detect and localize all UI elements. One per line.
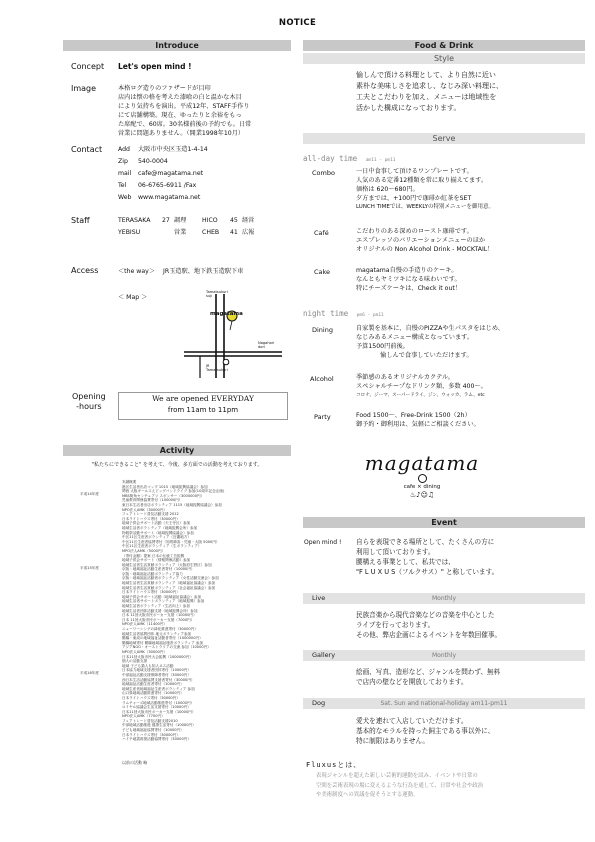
allday-hours: am11 - pm11 xyxy=(365,158,396,163)
activity-history-item: アジアNGO・オーストラリアの交流 参加（10000円） xyxy=(122,645,211,650)
year-label: 平成16年度 xyxy=(80,671,99,675)
fluxus-line: 表現ジャンルを超えた新しい芸術的運動を試み、イベントや日常の xyxy=(316,773,478,779)
menu-line: 御予約・御利用は、気軽にご相談ください。 xyxy=(356,421,480,428)
brand-icons: ♨♪☺♫ xyxy=(409,491,435,499)
activity-history-item: MBS街角センチュアリ スポンサー（3000000円） xyxy=(122,493,205,498)
openmind-line: 腰構える事業として、私共では、 xyxy=(356,558,455,566)
menu-item-cake-label: Cake xyxy=(314,268,331,276)
year-label: 平成14年度 xyxy=(80,492,99,496)
night-hours: pm6 - pm11 xyxy=(356,313,384,318)
openmind-line: 利用して頂いております。 xyxy=(356,548,435,556)
contact-key: Zip xyxy=(118,158,128,165)
allday-title xyxy=(303,154,396,166)
activity-history-item: 物販祭活動サポート（地域振興協議会）参加 xyxy=(122,530,194,535)
activity-history-item: 児童教育関係協賛寄付（100000円） xyxy=(122,498,183,503)
brand-logo-text: magatama xyxy=(364,451,480,475)
event-gallery-text xyxy=(356,667,500,687)
menu-item-cafe-text xyxy=(356,227,493,254)
staff-role: 経営 xyxy=(242,217,255,224)
activity-history-item: ニューワーシングの緑化推進寄付（30000円） xyxy=(122,627,198,631)
activity-header: Activity xyxy=(63,445,291,456)
food-drink-header: Food & Drink xyxy=(303,40,585,51)
menu-line: LUNCH TIMEでは、WEEKLYの特別メニューを御用意。 xyxy=(356,204,495,210)
event-line: 民族音楽から現代音楽などの音楽を中心とした xyxy=(356,611,495,619)
activity-history-item: 子ども地域福祉協賛寄付（10000円） xyxy=(122,728,184,733)
event-line: 基本的なモラルを持った飼主である事以外に、 xyxy=(356,727,495,735)
fluxus-line: や美術制度への異議を促そうとする運動。 xyxy=(316,792,419,798)
event-live-schedule: Monthly xyxy=(431,595,457,602)
menu-item-combo-text xyxy=(356,167,494,212)
contact-key: mail xyxy=(118,170,132,177)
activity-history-item: 地域子供会サポート活動（天王寺区）参加 xyxy=(122,521,191,526)
activity-history-item: NPO法人AMK（30000円） xyxy=(122,507,168,512)
menu-line: 自家製を基本に、自慢のPIZZAや生パスタをはじめ、 xyxy=(356,325,504,332)
activity-history-item: 日本11回大阪市民大会振興（1000000円） xyxy=(122,654,193,659)
night-title xyxy=(303,309,384,321)
address: 大阪市中央区玉造1-4-14 xyxy=(138,146,208,153)
brand-logo-mark xyxy=(418,474,427,483)
menu-item-party-label: Party xyxy=(314,413,331,421)
staff-row xyxy=(118,216,254,228)
event-dog-bar xyxy=(303,698,585,709)
activity-history-item: 京阪・地域福祉活動者ボランティア（女性活動交流会）参加 xyxy=(122,576,219,581)
staff-label: Staff xyxy=(71,216,90,225)
menu-line: 季節感のあるオリジナルカクテル。 xyxy=(356,374,454,381)
staff-name: HICO xyxy=(202,217,218,224)
menu-line: スペシャルチープなドリンク類、多数 400〜。 xyxy=(356,383,487,390)
openmind-line: 自らを表現できる場所として、たくさんの方に xyxy=(356,538,495,546)
menu-line: 特にチーズケーキは、Check it out！ xyxy=(356,285,461,292)
introduce-header: Introduce xyxy=(63,40,291,51)
event-line: その他、弊店企画によるイベントを年数回催事。 xyxy=(356,631,502,639)
activity-history-item: 関西 大阪ギールスえピッグバンドライブ 参加(10周年記念企画) xyxy=(122,489,225,494)
activity-history-item: 日本 11回大阪市民ボーカー支援（7000円） xyxy=(122,617,195,622)
contact-key: Web xyxy=(118,194,132,201)
access-way-tag: ＜the way＞ xyxy=(118,268,156,275)
style-subheader: Style xyxy=(303,53,585,64)
menu-line: 価格は 620〜680円。 xyxy=(356,186,419,193)
activity-history-item: 西日本生活活動協賛支援者寄付（30000円） xyxy=(122,677,195,682)
activity-history-item: 実績概要 xyxy=(122,480,137,484)
activity-history-item: 地域生活者生活貢献ボランティア（地域福祉協議会）参加 xyxy=(122,581,216,586)
activity-history-item: 日本11回大阪市民ボーカー支援（10000円） xyxy=(122,709,196,714)
access-map xyxy=(170,290,290,380)
opening-hours-label: Opening -hours xyxy=(72,392,106,411)
menu-item-dining-label: Dining xyxy=(312,326,333,334)
activity-history-item: 中区11区生産者ボランティア（生ボランティア） xyxy=(122,544,202,549)
staff-age: 27 xyxy=(162,217,170,224)
image-line: 営業に問題ありません。（開業1998年10月） xyxy=(118,130,245,137)
staff-role: 調理 xyxy=(174,217,187,224)
activity-history-item: 個人の活動支援 xyxy=(122,659,148,664)
menu-line: 人気のある定番12種類を常に取り揃えてます。 xyxy=(356,177,488,184)
activity-history-item: NPO法人AMK（11400円） xyxy=(122,622,168,627)
activity-history-item: 港区生活者出店マップ 1015（地域振興協議会）参加 xyxy=(122,484,208,489)
staff-name: TERASAKA xyxy=(118,217,151,224)
image-line: 本格ログ造りのファザードが目印 xyxy=(118,85,211,92)
fluxus-text xyxy=(316,772,483,801)
activity-history xyxy=(122,480,224,742)
activity-history-item: 京阪・地域福祉活動生産者寄付（10000円） xyxy=(122,567,195,572)
image-line: 店内は懐の格を考えた漆喰の白と温かな木目 xyxy=(118,94,242,101)
map-label-road-top: Tamatsukuri suji xyxy=(206,290,228,299)
event-gallery-label: Gallery xyxy=(312,651,336,659)
menu-item-alcohol-label: Alcohol xyxy=(310,375,334,383)
openmind-text xyxy=(356,537,498,577)
staff-age: 41 xyxy=(230,229,238,236)
menu-line: 予算1500円前後。 xyxy=(356,343,409,350)
email-link[interactable]: cafe@magatama.net xyxy=(138,170,204,177)
map-label-road-right: Nagahori dori xyxy=(258,341,275,350)
event-dog-schedule: Sat. Sun and national-holiday am11-pm11 xyxy=(380,700,508,707)
activity-history-item: ラムチャーズ地域活動推進寄付（10000円） xyxy=(122,700,195,705)
event-live-label: Live xyxy=(312,594,326,602)
staff-role: 広報 xyxy=(242,229,255,236)
menu-line: 一日中食事して頂けるワンプレートです。 xyxy=(356,168,473,175)
event-line: 愛犬を連れて入店していただけます。 xyxy=(356,717,468,725)
activity-history-item: 地域生産者地域福祉生産者ボランティア 参加 xyxy=(122,686,195,691)
map-label-station: JR Tamatsukuri xyxy=(206,364,228,373)
activity-history-item: 地域子供会サポート活動（地域福祉協議会）参加 xyxy=(122,594,202,599)
activity-footer: 以前の活動 略 xyxy=(122,760,148,765)
menu-item-combo-label: Combo xyxy=(312,169,335,177)
activity-history-item: 地域福祉活動生産者寄付（10000円） xyxy=(122,682,184,687)
menu-line: Food 1500〜、Free-Drink 1500（2h） xyxy=(356,412,471,419)
concept-value: Let's open mind ! xyxy=(118,62,192,71)
activity-history-item: 地域生活者サポートボランティア（地域振興）参加 xyxy=(122,599,205,604)
menu-line: こだわりのある深めのロースト珈琲です。 xyxy=(356,228,473,235)
map-label-shop: magatama xyxy=(210,311,243,317)
night-title-text: night time xyxy=(303,309,349,318)
openmind-line: "F L U X U S（フルクサス）" と称しています。 xyxy=(356,568,499,576)
staff-name: YEBISU xyxy=(118,229,141,236)
menu-item-party-text xyxy=(356,411,480,429)
allday-title-text: all-day time xyxy=(303,154,358,163)
menu-line: 愉しんで食事していただけます。 xyxy=(374,352,473,359)
image-label: Image xyxy=(71,84,97,93)
image-text xyxy=(118,84,251,138)
opening-line-1: We are opened EVERYDAY xyxy=(152,394,254,403)
opening-line-2: from 11am to 11pm xyxy=(167,406,239,414)
staff-age: 45 xyxy=(230,217,238,224)
menu-line: オリジナルの Non Alcohol Drink - MOCKTAIL！ xyxy=(356,246,494,253)
activity-history-item: ロイヤル協議会生活支援寄付（10000円） xyxy=(122,705,191,710)
staff-role: 営業 xyxy=(174,229,187,236)
activity-history-item: 鶴橋・東成の地域福祉活動者寄付（1000000円） xyxy=(122,636,203,641)
event-header: Event xyxy=(303,517,585,528)
brand-sub: cafe × dining xyxy=(403,484,441,490)
serve-subheader: Serve xyxy=(303,133,585,144)
contact-key: Add xyxy=(118,146,130,153)
activity-history-item: 日本協力地域支援者団体寄付（10000円） xyxy=(122,668,191,673)
menu-line: なんともヤミツキになる味わいです。 xyxy=(356,276,461,283)
menu-item-alcohol-text xyxy=(356,373,487,400)
activity-history-item: 京阪・地域福祉活動ボランティア協力 xyxy=(122,571,183,576)
website-link[interactable]: www.magatama.net xyxy=(138,194,201,201)
menu-line: 夕方までは、+100円で珈琲か紅茶をSET xyxy=(356,195,472,202)
activity-history-item: 地域生活者ボランティア（地域振興会所）参加 xyxy=(122,525,198,530)
activity-history-item: 中区11区生産者ボランティア（近畿地方） xyxy=(122,535,191,540)
zip-code: 540-0004 xyxy=(138,158,168,165)
activity-history-item: フェアトレード普及活動支援 2012 xyxy=(122,512,179,517)
image-line: により気持ちを演出。平成12年、STAFF手作り xyxy=(118,103,250,110)
fluxus-label: Fluxusとは、 xyxy=(306,761,362,769)
phone-number: 06-6765-6911 /Fax xyxy=(138,182,197,189)
activity-history-item: ハイチ地震救援活動協賛寄付（30000円） xyxy=(122,737,191,742)
activity-history-item: MPO法人AMK（5000円） xyxy=(122,548,166,553)
event-line: 特に制限はありません。 xyxy=(356,737,429,745)
activity-history-item: 地域生活者団体活動支援（地域振興会所）参加 xyxy=(122,608,198,613)
activity-history-item: 日本 11回大阪市民ボーカー支援（10000円） xyxy=(122,613,197,618)
year-label: 平成15年度 xyxy=(80,566,99,570)
event-gallery-bar xyxy=(303,650,585,661)
activity-history-item: 地域生活者協賛団体 地元ボランティア参加 xyxy=(122,631,192,636)
staff-name: CHEB xyxy=(202,229,220,236)
activity-history-item: 日本ライトハウス寄付（30000円） xyxy=(122,695,180,700)
activity-history-item: 地域生活者生活貢献ボランティア（大阪府生野区）参加 xyxy=(122,562,212,567)
access-way: JR玉造駅、地下鉄玉造駅下車 xyxy=(163,268,244,275)
menu-line: magatama自慢の手造りのケーキ。 xyxy=(356,267,458,274)
activity-history-item: フェアトレード普及活動支援2010 xyxy=(122,718,178,723)
activity-history-item: 日本ライトハウス寄付（30000円） xyxy=(122,732,180,737)
event-dog-label: Dog xyxy=(312,699,326,707)
style-text xyxy=(356,70,503,114)
event-gallery-schedule: Monthly xyxy=(431,652,457,659)
style-line: 工夫とこだわりを加え、メニューは地域性を xyxy=(356,93,497,101)
map-tag: ＜ Map ＞ xyxy=(118,294,148,301)
activity-history-item: 日本ライトハウス寄付（30000円） xyxy=(122,590,180,595)
opening-hours-box xyxy=(118,392,288,420)
activity-history-item: 日本ライトハウス寄付（30000円） xyxy=(122,516,180,521)
concept-label: Concept xyxy=(71,62,105,71)
contact-key: Tel xyxy=(118,182,127,189)
menu-line: エスプレッソのバリエーションメニューのほか xyxy=(356,237,486,244)
activity-history-item: （寄付金額）提案 日本の伝統工芸振興 xyxy=(122,553,185,558)
contact-label: Contact xyxy=(71,145,103,154)
menu-item-cake-text xyxy=(356,266,461,293)
staff-row xyxy=(118,228,254,240)
contact-table xyxy=(118,145,208,205)
image-line: にて店舗構築。現在、ゆったりと余裕をもっ xyxy=(118,112,242,119)
event-line: で店内の壁などを開放しております。 xyxy=(356,678,468,686)
event-line: ライブを行っております。 xyxy=(356,621,435,629)
activity-lead: "私たちにできること" を考えて、今後、多方面での活動を考えております。 xyxy=(91,462,263,468)
staff-table xyxy=(118,216,254,240)
activity-history-item: 中部地域活動推進 健康生活寄付（10000円） xyxy=(122,723,196,728)
page-title: NOTICE xyxy=(278,18,317,28)
activity-history-item: 中区11区生産者協賛寄付（知的障害・児童・大阪 5000円） xyxy=(122,539,220,544)
fluxus-line: 空間を芸術表現の場に変えるような行為を通して、日常や社会や政治 xyxy=(316,782,484,789)
style-line: 愉しんで頂ける料理として、より自然に近い xyxy=(356,71,496,79)
activity-history-item: 鶴橋地域寄付 鶴橋地域福祉施設ボランティア 参加 xyxy=(122,640,204,645)
activity-history-item: 地域 子ども猫人も知人ネス活動 xyxy=(122,663,174,668)
menu-item-dining-text xyxy=(356,324,504,360)
menu-line: なじみあるメニュー構成となっています。 xyxy=(356,334,474,341)
access-label: Access xyxy=(71,266,99,275)
style-line: 活かした構成になっております。 xyxy=(356,104,461,112)
openmind-label: Open mind ! xyxy=(304,539,342,546)
menu-item-cafe-label: Café xyxy=(314,229,329,237)
activity-history-item: 地域生活者ボランティア（生活向上）参加 xyxy=(122,604,190,609)
activity-history-item: 東日本生活者出店ボランティア 1115（地域振興協議会）参加 xyxy=(122,502,222,507)
event-line: 絵画、写真、造形など、ジャンルを問わず、無料 xyxy=(356,668,501,676)
activity-history-item: NPO法人AMK（7700円） xyxy=(122,714,165,719)
menu-line: コロナ、ジーマ、スーパードライ、ジン、ウォッカ、ラム、etc xyxy=(356,393,485,398)
brand-logo xyxy=(352,452,492,502)
event-dog-text xyxy=(356,716,494,746)
activity-history-item: NPO法人AMK（30000円） xyxy=(122,649,168,654)
activity-history-item: 山口県地域活動推進寄付（10000円） xyxy=(122,691,184,696)
image-line: た席配で、60席。30名様前後の予約でも。日常 xyxy=(118,121,252,128)
activity-history-item: 地域生活者生活貢献ボランティア（社会福祉協議会）参加 xyxy=(122,585,216,590)
activity-history-item: 地域子供会サポート（情報関係活動）参加 xyxy=(122,558,191,563)
activity-history-item: 中部福祉活動支援保障者寄付（30000円） xyxy=(122,672,191,677)
style-line: 素朴な美味しさを追求し、なじみ深い料理に、 xyxy=(356,82,503,90)
event-live-bar xyxy=(303,593,585,604)
event-live-text xyxy=(356,610,501,640)
